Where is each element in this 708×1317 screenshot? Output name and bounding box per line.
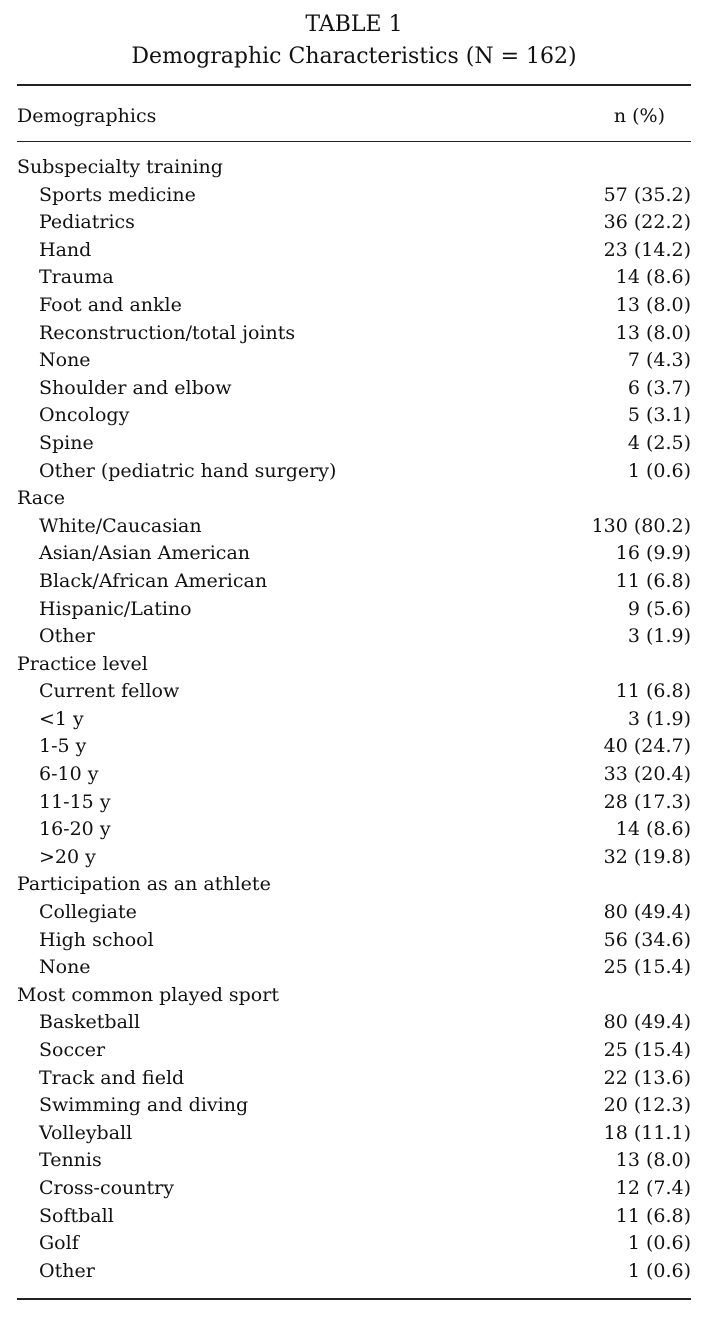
row-value: 130 (80.2) [591,514,691,537]
row-value: 14 (8.6) [615,266,691,289]
table-row [17,954,691,982]
row-label: Trauma [39,266,114,289]
row-value: 22 (13.6) [603,1066,691,1089]
row-label: Oncology [39,404,130,427]
row-label: Golf [39,1232,79,1255]
section-title: Practice level [17,652,148,675]
table-row [17,816,691,844]
row-label: Collegiate [39,901,137,924]
table-row [17,623,691,651]
table-row [17,568,691,596]
section-title: Participation as an athlete [17,873,271,896]
row-label: Spine [39,431,94,454]
row-value: 1 (0.6) [627,459,691,482]
table-row [17,182,691,210]
table-row [17,678,691,706]
section-title: Most common played sport [17,983,279,1006]
top-rule [17,84,691,86]
header-n-percent: n (%) [613,105,665,127]
row-label: Volleyball [39,1121,133,1144]
row-label: Shoulder and elbow [39,376,232,399]
row-label: <1 y [39,707,84,730]
row-label: High school [39,928,154,951]
row-value: 12 (7.4) [615,1176,691,1199]
row-value: 14 (8.6) [615,818,691,841]
table-row [17,1092,691,1120]
row-value: 36 (22.2) [603,211,691,234]
table-row [17,1230,691,1258]
section-header-row [17,485,691,513]
header-rule [17,141,691,142]
row-label: Track and field [39,1066,185,1089]
row-label: 16-20 y [39,818,111,841]
row-value: 33 (20.4) [603,763,691,786]
table-row [17,1065,691,1093]
table-row [17,927,691,955]
row-value: 80 (49.4) [603,1011,691,1034]
row-value: 25 (15.4) [603,956,691,979]
row-value: 40 (24.7) [603,735,691,758]
table-row [17,430,691,458]
row-value: 3 (1.9) [627,707,691,730]
row-value: 18 (11.1) [603,1121,691,1144]
row-label: Basketball [39,1011,141,1034]
section-title: Race [17,487,65,510]
row-label: Other (pediatric hand surgery) [39,459,337,482]
row-value: 7 (4.3) [627,349,691,372]
table-row [17,264,691,292]
row-value: 57 (35.2) [603,183,691,206]
table-row [17,1147,691,1175]
row-value: 9 (5.6) [627,597,691,620]
row-value: 1 (0.6) [627,1259,691,1282]
table-row [17,844,691,872]
table-row [17,1009,691,1037]
table-row [17,1258,691,1286]
row-value: 6 (3.7) [627,376,691,399]
table-row [17,596,691,624]
row-label: Soccer [39,1039,106,1061]
table-row [17,706,691,734]
table-row [17,540,691,568]
row-label: Softball [39,1204,114,1227]
row-value: 3 (1.9) [627,625,691,648]
row-label: Tennis [39,1149,102,1172]
table-row [17,1037,691,1065]
row-label: Other [39,625,95,648]
table-row [17,375,691,403]
table-row [17,402,691,430]
row-value: 56 (34.6) [603,928,691,951]
section-header-row [17,871,691,899]
row-label: Black/African American [39,569,268,592]
row-value: 11 (6.8) [615,680,691,703]
row-label: 1-5 y [39,735,87,758]
row-label: 6-10 y [39,763,99,786]
table-title: Demographic Characteristics (N = 162) [131,44,577,69]
header-row [17,100,691,132]
table-label: TABLE 1 [305,12,403,37]
row-label: Foot and ankle [39,293,182,316]
row-value: 16 (9.9) [615,542,691,565]
table-row [17,237,691,265]
row-value: 13 (8.0) [615,321,691,344]
section-header-row [17,982,691,1010]
row-value: 25 (15.4) [603,1039,691,1061]
row-value: 5 (3.1) [627,404,691,427]
row-label: Asian/Asian American [39,542,251,565]
row-value: 11 (6.8) [615,1204,691,1227]
table-row [17,209,691,237]
section-header-row [17,651,691,679]
row-label: Hand [39,238,92,261]
bottom-rule [17,1298,691,1300]
row-label: Sports medicine [39,183,196,206]
section-header-row [17,154,691,182]
row-label: White/Caucasian [39,514,202,537]
row-value: 80 (49.4) [603,901,691,924]
section-title: Subspecialty training [17,156,223,178]
row-label: Pediatrics [39,211,135,234]
row-value: 1 (0.6) [627,1232,691,1255]
table-row [17,1120,691,1148]
row-label: Current fellow [39,680,180,703]
row-value: 32 (19.8) [603,845,691,868]
header-demographics: Demographics [17,105,157,127]
row-value: 11 (6.8) [615,569,691,592]
row-value: 13 (8.0) [615,293,691,316]
row-label: Other [39,1259,95,1282]
table-body [17,154,691,1285]
table-row [17,899,691,927]
table-row [17,292,691,320]
table-row [17,1203,691,1231]
row-value: 20 (12.3) [603,1094,691,1117]
row-label: >20 y [39,845,96,868]
row-value: 23 (14.2) [603,238,691,261]
row-value: 4 (2.5) [627,431,691,454]
row-label: Swimming and diving [39,1094,249,1117]
row-label: 11-15 y [39,790,111,813]
table-row [17,1175,691,1203]
table-row [17,761,691,789]
table-row [17,320,691,348]
table-row [17,513,691,541]
table-row [17,789,691,817]
table-row [17,347,691,375]
table-row [17,458,691,486]
row-label: None [39,956,91,979]
row-label: Reconstruction/total joints [39,321,296,344]
table-row [17,733,691,761]
row-value: 28 (17.3) [603,790,691,813]
row-label: None [39,349,91,372]
row-label: Cross-country [39,1176,174,1199]
row-value: 13 (8.0) [615,1149,691,1172]
row-label: Hispanic/Latino [39,597,192,620]
